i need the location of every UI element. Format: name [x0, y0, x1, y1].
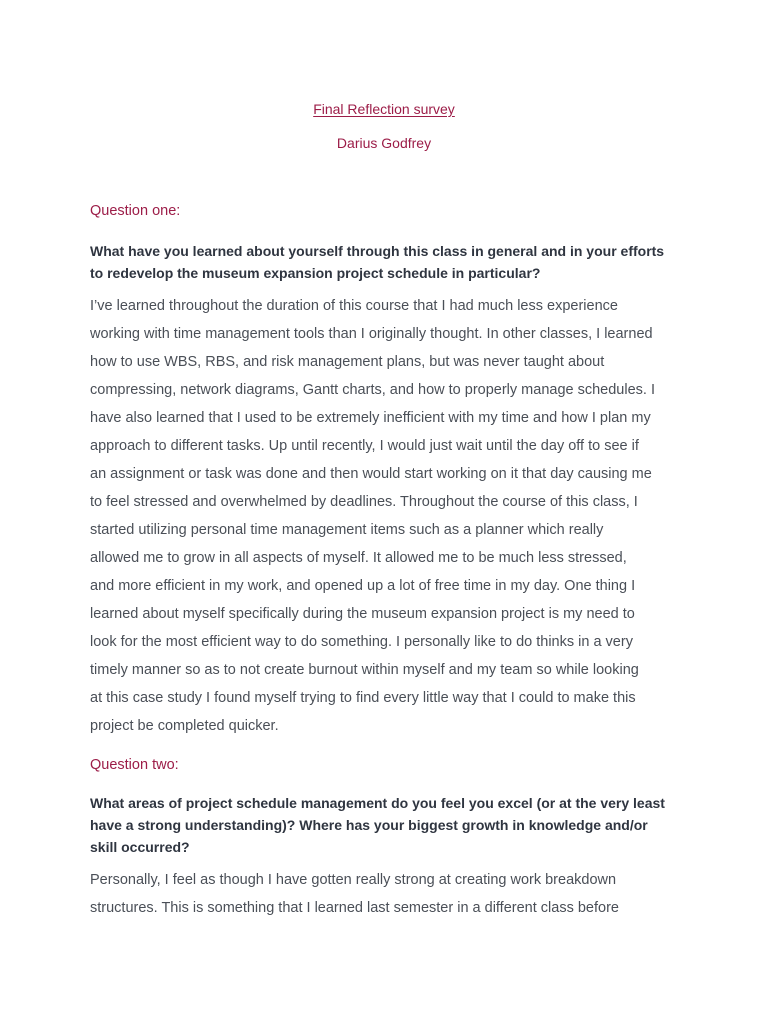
question-two-prompt-line: have a strong understanding)? Where has your biggest growth in knowledge and/or: [90, 817, 648, 833]
question-two-answer: [90, 866, 682, 922]
answer-line: allowed me to grow in all aspects of myself. It allowed me to be much less stressed,: [90, 550, 627, 566]
answer-line: project be completed quicker.: [90, 718, 279, 734]
answer-line: at this case study I found myself trying to find every little way that I could to make this: [90, 690, 636, 706]
answer-line: started utilizing personal time management items such as a planner which really: [90, 522, 604, 538]
answer-line: how to use WBS, RBS, and risk management plans, but was never taught about: [90, 354, 605, 370]
question-one-prompt-line: What have you learned about yourself through this class in general and in your efforts: [90, 243, 665, 259]
answer-line: I’ve learned throughout the duration of this course that I had much less experience: [90, 298, 618, 314]
answer-line: and more efficient in my work, and opened up a lot of free time in my day. One thing I: [90, 578, 636, 594]
author-name: Darius Godfrey: [336, 135, 432, 151]
question-one-answer: [90, 292, 682, 740]
answer-line: timely manner so as to not create burnout within myself and my team so while looking: [90, 662, 639, 678]
question-one-prompt: [90, 240, 680, 284]
question-two-heading: Question two:: [90, 757, 179, 773]
document-title: Final Reflection survey: [313, 101, 455, 117]
answer-line: compressing, network diagrams, Gantt charts, and how to properly manage schedules. I: [90, 382, 655, 398]
answer-line: Personally, I feel as though I have gotten really strong at creating work breakdown: [90, 872, 617, 888]
answer-line: structures. This is something that I learned last semester in a different class before: [90, 900, 619, 916]
question-one-prompt-line: to redevelop the museum expansion project schedule in particular?: [90, 265, 541, 281]
answer-line: have also learned that I used to be extremely inefficient with my time and how I plan my: [90, 410, 651, 426]
answer-line: an assignment or task was done and then would start working on it that day causing me: [90, 466, 652, 482]
answer-line: approach to different tasks. Up until recently, I would just wait until the day off to see if: [90, 438, 639, 454]
question-two-prompt-line: What areas of project schedule management do you feel you excel (or at the very least: [90, 795, 665, 811]
question-two-prompt: [90, 792, 680, 858]
answer-line: learned about myself specifically during the museum expansion project is my need to: [90, 606, 635, 622]
answer-line: working with time management tools than I originally thought. In other classes, I learned: [90, 326, 653, 342]
question-two-prompt-line: skill occurred?: [90, 839, 190, 855]
question-one-heading: Question one:: [90, 203, 181, 219]
answer-line: look for the most efficient way to do something. I personally like to do thinks in a very: [90, 634, 633, 650]
answer-line: to feel stressed and overwhelmed by deadlines. Throughout the course of this class, I: [90, 494, 638, 510]
